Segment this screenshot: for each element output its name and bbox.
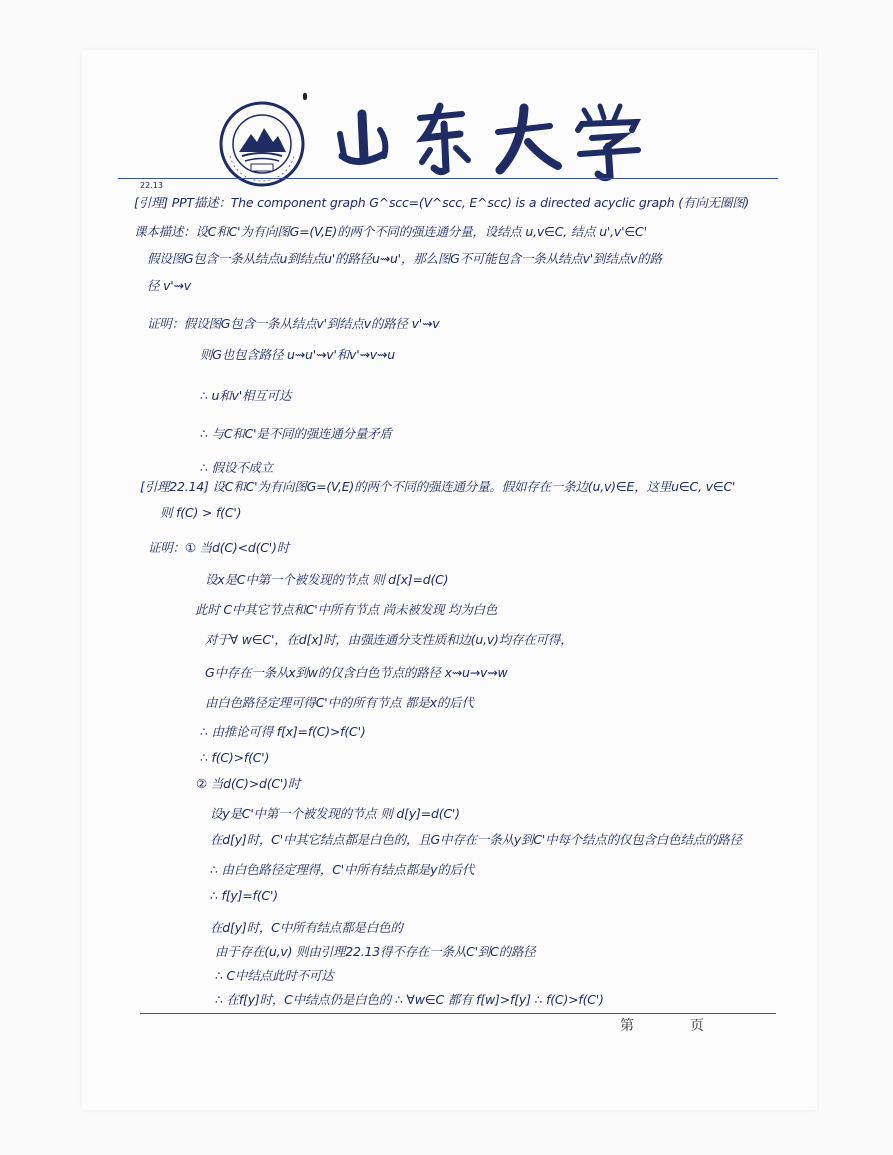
note-line: 课本描述：设C和C'为有向图G=(V,E)的两个不同的强连通分量，设结点 u,v∈C, 结点 u',v'∈C' xyxy=(134,224,647,239)
note-line: 则G也包含路径 u⇝u'⇝v'和v'⇝v⇝u xyxy=(200,347,395,362)
note-line: ② 当d(C)>d(C')时 xyxy=(196,776,301,791)
note-line: 由白色路径定理可得C'中的所有节点 都是x的后代 xyxy=(205,695,474,710)
note-line: 由于存在(u,v) 则由引理22.13得不存在一条从C'到C的路径 xyxy=(215,944,536,959)
note-line: 假设图G包含一条从结点u到结点u'的路径u⇝u'，那么图G不可能包含一条从结点v'到结点v的路 xyxy=(147,251,662,266)
note-line: G中存在一条从x到w的仅含白色节点的路径 x⇝u→v⇝w xyxy=(205,665,508,680)
note-line: ∴ 与C和C'是不同的强连通分量矛盾 xyxy=(200,426,392,441)
page-label-suffix: 页 xyxy=(690,1018,704,1034)
note-line: ∴ 由推论可得 f[x]=f(C)>f(C') xyxy=(200,724,366,739)
note-line: ∴ C中结点此时不可达 xyxy=(215,968,334,983)
note-line: ∴ 由白色路径定理得，C'中所有结点都是y的后代 xyxy=(210,862,475,877)
note-line: 证明：假设图G包含一条从结点v'到结点v的路径 v'⇝v xyxy=(147,316,440,331)
note-line: 径 v'⇝v xyxy=(147,278,191,293)
note-line: 对于∀ w∈C'，在d[x]时，由强连通分支性质和边(u,v)均存在可得， xyxy=(205,632,573,647)
reference-number: 22.13 xyxy=(140,181,163,190)
note-line: 此时 C中其它节点和C'中所有节点 尚未被发现 均为白色 xyxy=(195,602,498,617)
note-line: ∴ 在f[y]时，C中结点仍是白色的 ∴ ∀w∈C 都有 f[w]>f[y] ∴ f(C)>f(C') xyxy=(215,992,604,1007)
note-line: 在d[y]时，C'中其它结点都是白色的，且G中存在一条从y到C'中每个结点的仅包含白色结点的路径 xyxy=(210,832,742,847)
note-line: [引理22.14] 设C和C'为有向图G=(V,E)的两个不同的强连通分量。假如存在一条边(u,v)∈E，这里u∈C, v∈C' xyxy=(140,479,736,494)
note-line: 则 f(C) > f(C') xyxy=(160,505,242,520)
note-line: ∴ f[y]=f(C') xyxy=(210,888,278,903)
note-line: ∴ u和v'相互可达 xyxy=(200,388,292,403)
note-line: 证明：① 当d(C)<d(C')时 xyxy=(148,540,290,555)
note-line: [引理] PPT描述：The component graph G^scc=(V^scc, E^scc) is a directed acyclic graph (有向无圈图) xyxy=(134,195,750,210)
page-label-prefix: 第 xyxy=(620,1018,634,1034)
note-line: 设y是C'中第一个被发现的节点 则 d[y]=d(C') xyxy=(210,806,460,821)
footer-rule xyxy=(140,1013,776,1014)
note-line: 在d[y]时，C中所有结点都是白色的 xyxy=(210,920,403,935)
note-line: 设x是C中第一个被发现的节点 则 d[x]=d(C) xyxy=(205,572,449,587)
note-line: ∴ 假设不成立 xyxy=(200,460,274,475)
note-line: ∴ f(C)>f(C') xyxy=(200,750,270,765)
